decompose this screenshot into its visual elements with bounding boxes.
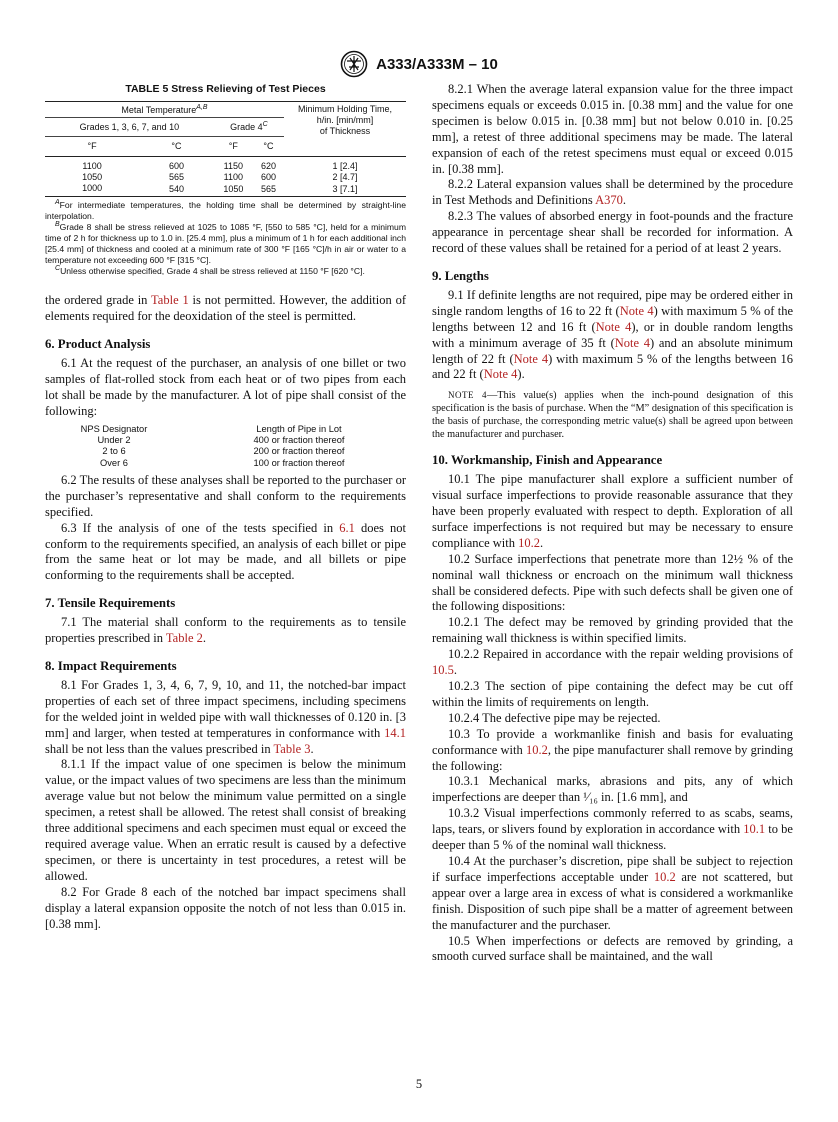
paragraph-10-5: 10.5 When imperfections or defects are removed by grinding, a smooth curved surface shall be maintained, and the wall bbox=[432, 933, 793, 964]
astm-logo-icon bbox=[340, 50, 368, 78]
paragraph-6-3: 6.3 If the analysis of one of the tests specified in 6.1 does not conform to the requirements specified, an analysis of each billet or pipe from the same heat or lot may be made, and all billets or pipe conforming to the requirements shall be accepted. bbox=[45, 520, 407, 583]
link-10-1[interactable]: 10.1 bbox=[743, 822, 766, 837]
section-7-heading: 7. Tensile Requirements bbox=[45, 596, 176, 611]
link-table1[interactable]: Table 1 bbox=[151, 293, 189, 308]
paragraph-6-2: 6.2 The results of these analyses shall be reported to the purchaser or the purchaser’s representative and shall conform to the requirements specified. bbox=[45, 472, 406, 519]
footnote-a: $^A$For intermediate temperatures, the holding time shall be determined by straight-line interpolation. bbox=[45, 199, 406, 222]
table5-grade4-header: Grade $4^C$ bbox=[214, 117, 284, 136]
table-row: 1100 600 1150 620 1 [2.4] bbox=[82, 161, 358, 172]
paragraph-8-1: 8.1 For Grades 1, 3, 4, 6, 7, 9, 10, and 11, the notched-bar impact properties of each set of three impact specimens, including specimens for the welded joint in welded pipe with wall thicknesses of 0.120 in. [3 mm] and larger, when tested at temperatures in conformance with 14.1 shall be not less than the values prescribed in Table 3. bbox=[45, 677, 406, 756]
paragraph-continuation: the ordered grade in Table 1 is not permitted. However, the addition of elements required for the deoxidation of the steel is permitted. bbox=[45, 293, 406, 324]
section-9-heading: 9. Lengths bbox=[432, 268, 489, 283]
table5-metal-temp-header: Metal Temperature$^{A,B}$ bbox=[45, 101, 284, 117]
link-note4[interactable]: Note 4 bbox=[619, 303, 654, 318]
list-item: Over 6 100 or fraction thereof bbox=[100, 457, 345, 468]
link-note4[interactable]: Note 4 bbox=[595, 319, 632, 334]
left-column bbox=[45, 82, 406, 932]
unit-c: °C bbox=[263, 141, 274, 152]
paragraph-10-2-3: 10.2.3 The section of pipe containing the defect may be cut off within the limits of requirements on length. bbox=[432, 679, 793, 709]
link-note4[interactable]: Note 4 bbox=[513, 351, 549, 366]
paragraph-10-2: 10.2 Surface imperfections that penetrate more than 12½ % of the nominal wall thickness or encroach on the minimum wall thickness shall be considered defects. Pipe with such defects shall be given one of the following dispositions: bbox=[432, 551, 793, 614]
paragraph-10-2-4: 10.2.4 The defective pipe may be rejected. bbox=[448, 710, 661, 725]
link-14-1[interactable]: 14.1 bbox=[384, 725, 406, 740]
paragraph-8-2: 8.2 For Grade 8 each of the notched bar impact specimens shall display a lateral expansion opposite the notch of not less than 0.015 in. [0.38 mm]. bbox=[45, 884, 406, 931]
link-table2[interactable]: Table 2 bbox=[165, 631, 203, 646]
table5-grades-header: Grades 1, 3, 6, 7, and 10 bbox=[45, 117, 214, 136]
paragraph-10-2-2: 10.2.2 Repaired in accordance with the repair welding provisions of 10.5. bbox=[432, 647, 793, 678]
table5-holding-header: Minimum Holding Time, h/in. [min/mm] of Thickness bbox=[297, 103, 393, 136]
document-designation: A333/A333M – 10 bbox=[376, 55, 498, 73]
footnote-c: $^C$Unless otherwise specified, Grade 4 shall be stress relieved at 1150 °F [620 °C]. bbox=[55, 265, 365, 277]
note-4: NOTE 4—This value(s) applies when the inch-pound designation of this specification is the basis of purchase. When the “M” designation of this specification is the basis of purchase, the corresponding metric value(s) shall be agreed upon between the manufacturer and purchaser. bbox=[432, 390, 793, 441]
nps-lot-table: NPS Designator Length of Pipe in Lot Under 2 400 or fraction thereof 2 to 6 200 or fraction thereof Over 6 100 or fraction thereof bbox=[45, 424, 406, 469]
list-item: Under 2 400 or fraction thereof bbox=[97, 435, 345, 446]
link-note4[interactable]: Note 4 bbox=[614, 335, 650, 350]
table5 bbox=[45, 101, 406, 198]
table-row: 1000 540 1050 565 3 [7.1] bbox=[45, 183, 406, 197]
section-10-heading: 10. Workmanship, Finish and Appearance bbox=[432, 453, 663, 468]
unit-f: °F bbox=[228, 141, 238, 152]
paragraph-10-3: 10.3 To provide a workmanlike finish and basis for evaluating conformance with 10.2, the pipe manufacturer shall remove by grinding the following: bbox=[432, 726, 793, 773]
paragraph-10-4: 10.4 At the purchaser’s discretion, pipe shall be subject to rejection if surface imperfections acceptable under 10.2 are not scattered, but appear over a large area in excess of what is considered a workmanlike finish. Disposition of such pipe shall be a matter of agreement between the manufacturer and the purchaser. bbox=[432, 853, 793, 932]
table-row: 1050 565 1100 600 2 [4.7] bbox=[82, 172, 358, 183]
table5-title: TABLE 5 Stress Relieving of Test Pieces bbox=[125, 83, 326, 95]
paragraph-7-1: 7.1 The material shall conform to the requirements as to tensile properties prescribed in Table 2. bbox=[45, 615, 406, 646]
link-a370[interactable]: A370 bbox=[595, 193, 623, 208]
list-item: 2 to 6 200 or fraction thereof bbox=[102, 446, 345, 457]
right-column bbox=[432, 82, 793, 965]
footnote-b: $^B$Grade 8 shall be stress relieved at 1025 to 1085 °F, [550 to 585 °C], held for a minimum time of 2 h for thickness up to 1.0 in. [25.4 mm], plus a minimum of 1 h for each additional inch [25.4 mm] of thickness and cooled at a minimum rate of 300 °F [165 °C]/h in air or water to a temperature not exceeding 600 °F [315 °C]. bbox=[45, 221, 406, 266]
paragraph-10-2-1: 10.2.1 The defect may be removed by grinding provided that the remaining wall thickness is within specified limits. bbox=[432, 615, 793, 646]
link-table3[interactable]: Table 3 bbox=[273, 741, 311, 756]
link-10-2[interactable]: 10.2 bbox=[653, 869, 676, 884]
paragraph-10-1: 10.1 The pipe manufacturer shall explore a sufficient number of visual surface imperfections to provide reasonable assurance that they have been properly evaluated with respect to depth. Exploration of all surface imperfections is not required but may be necessary to ensure compliance with 10.2. bbox=[432, 472, 793, 550]
paragraph-8-2-2: 8.2.2 Lateral expansion values shall be determined by the procedure in Test Methods and Definitions A370. bbox=[432, 177, 793, 208]
link-6-1[interactable]: 6.1 bbox=[339, 520, 355, 535]
link-note4[interactable]: Note 4 bbox=[483, 367, 518, 382]
page-header bbox=[0, 50, 838, 78]
paragraph-8-2-1: 8.2.1 When the average lateral expansion value for the three impact specimens equals or exceeds 0.015 in. [0.38 mm] and the value for one specimen is below 0.015 in. [0.38 mm] but not below 0.010 in. [0.25 mm], a retest of three additional specimens may be made. The lateral expansion of each of the retest specimens must equal or exceed 0.015 in. [0.38 mm]. bbox=[432, 82, 793, 176]
paragraph-8-1-1: 8.1.1 If the impact value of one specimen is below the minimum value, or the impact values of two specimens are less than the minimum average value but not below the minimum value permitted on a single specimen, a retest shall be allowed. The retest shall consist of breaking three additional specimens and each specimen must equal or exceed the required average value. When an erratic result is caused by a defective specimen, or there is uncertainty in test procedures, a retest will be allowed. bbox=[45, 757, 406, 883]
link-10-2[interactable]: 10.2 bbox=[518, 535, 540, 550]
unit-c: °C bbox=[171, 141, 182, 152]
link-10-2[interactable]: 10.2 bbox=[525, 742, 548, 757]
table5-footnotes bbox=[45, 200, 406, 277]
unit-f: °F bbox=[87, 141, 97, 152]
section-8-heading: 8. Impact Requirements bbox=[45, 659, 177, 673]
paragraph-8-2-3: 8.2.3 The values of absorbed energy in foot-pounds and the fracture appearance in percentage shear shall be recorded for information. A record of these values shall be retained for a period of at least 2 years. bbox=[432, 209, 793, 256]
paragraph-6-1: 6.1 At the request of the purchaser, an analysis of one billet or two samples of flat-rolled stock from each heat or of two pipes from each lot shall be made by the manufacturer. A lot of pipe shall consist of the following: bbox=[45, 356, 406, 418]
paragraph-9-1: 9.1 If definite lengths are not required, pipe may be ordered either in single random lengths of 16 to 22 ft (Note 4) with maximum 5 % of the lengths between 12 and 16 ft (Note 4), or in double random lengths with a minimum average of 35 ft (Note 4) and an absolute minimum length of 22 ft (Note 4) with maximum 5 % of the lengths between 16 and 22 ft (Note 4). bbox=[432, 287, 793, 382]
page-number: 5 bbox=[415, 1077, 423, 1091]
section-6-heading: 6. Product Analysis bbox=[45, 337, 151, 352]
paragraph-10-3-2: 10.3.2 Visual imperfections commonly referred to as scabs, seams, laps, tears, or slivers found by exploration in accordance with 10.1 to be deeper than 5 % of the nominal wall thickness. bbox=[432, 806, 793, 853]
paragraph-10-3-1: 10.3.1 Mechanical marks, abrasions and pits, any of which imperfections are deeper than ¹⁄₁₆ in. [1.6 mm], and bbox=[432, 774, 793, 805]
link-10-5[interactable]: 10.5 bbox=[432, 663, 454, 678]
